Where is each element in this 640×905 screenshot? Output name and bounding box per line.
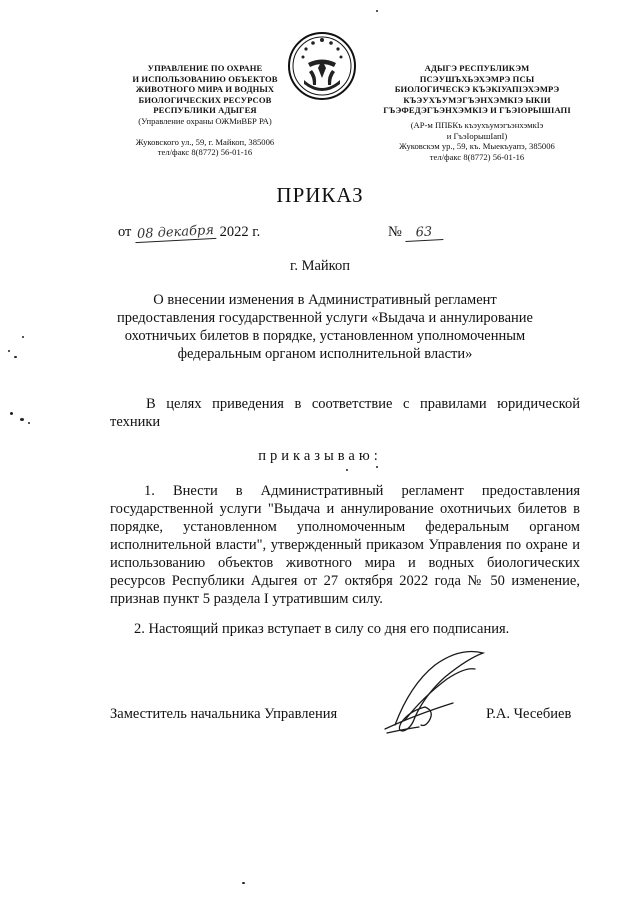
preamble: В целях приведения в соответствие с правилами юридической техники xyxy=(110,396,580,430)
signatory-position: Заместитель начальника Управления xyxy=(110,706,338,722)
number-prefix: № xyxy=(388,224,402,240)
date-year: 2022 г. xyxy=(219,224,261,240)
document-title: ПРИКАЗ xyxy=(276,183,364,207)
scan-speck xyxy=(22,336,24,338)
right-header-line: БИОЛОГИЧЕСКЭ КЪЭКIУАПIЭХЭМРЭ xyxy=(394,84,560,95)
order-item: 1. Внести в Административный регламент предоставления государственной услуги "Выдача и аннулирование охотничьих билетов в порядке, установленном уполномоченным федеральным органом исполнительной власти", утвержденный приказом Управления по охране и использованию объектов животного мира и водных биологических ресурсов Республики Адыгея от 27 октября 2022 года № 50 изменение, признав пункт 5 раздела I утратившим силу. xyxy=(110,483,580,607)
scan-speck xyxy=(10,412,13,415)
right-header-line: АДЫГЭ РЕСПУБЛИКЭМ xyxy=(424,63,530,73)
order-number xyxy=(388,224,443,241)
left-header-line: ЖИВОТНОГО МИРА И ВОДНЫХ xyxy=(135,84,275,95)
city: г. Майкоп xyxy=(290,258,350,274)
scan-speck xyxy=(20,418,24,421)
date-prefix: от xyxy=(118,224,132,240)
order-subject: О внесении изменения в Административный регламент предоставления государственной услуги «Выдача и аннулирование охотничьих билетов в порядке, установленном уполномоченным федеральным органом исполнительной власти» xyxy=(117,292,533,362)
left-header-line: БИОЛОГИЧЕСКИХ РЕСУРСОВ xyxy=(138,94,272,105)
left-header-line: РЕСПУБЛИКИ АДЫГЕЯ xyxy=(153,105,257,116)
scan-speck xyxy=(28,422,30,424)
left-header-address: Жуковского ул., 59, г. Майкоп, 385006 xyxy=(135,136,275,147)
right-header-address: Жуковскэм ур., 59, къ. Мыекъуапэ, 385006 xyxy=(399,141,555,152)
right-header xyxy=(372,63,582,162)
left-header-phone: тел/факс 8(8772) 56-01-16 xyxy=(157,147,253,158)
scan-speck xyxy=(14,356,17,358)
scan-speck xyxy=(8,350,10,352)
right-header-phone: тел/факс 8(8772) 56-01-16 xyxy=(429,151,525,162)
order-word: приказываю: xyxy=(258,448,382,464)
right-header-short-name: и ГъэIорышIапI) xyxy=(446,130,508,141)
right-header-line: ГЪЭФЕДЭГЪЭНХЭМКIЭ И ГЪЭIОРЫШIАПI xyxy=(383,105,571,116)
right-header-line: ПСЭУШЪХЬЭХЭМРЭ ПСЫ xyxy=(419,73,535,84)
scan-speck xyxy=(376,466,378,468)
scan-speck xyxy=(242,882,245,884)
scan-speck xyxy=(346,469,348,471)
number-handwritten: 63 xyxy=(405,224,444,242)
left-header-line: УПРАВЛЕНИЕ ПО ОХРАНЕ xyxy=(147,63,263,73)
scan-speck xyxy=(376,10,378,12)
order-date xyxy=(118,224,260,241)
date-handwritten: 08 декабря xyxy=(135,223,217,243)
handwritten-signature xyxy=(375,645,495,740)
coat-of-arms-emblem xyxy=(286,30,358,102)
order-item: 2. Настоящий приказ вступает в силу со дня его подписания. xyxy=(134,621,510,637)
signatory-name: Р.А. Чесебиев xyxy=(486,706,572,722)
right-header-line: КЪЭУХЪУМЭГЪЭНХЭМКIЭ ЫКIИ xyxy=(403,94,551,105)
right-header-short-name: (АР-м ППБКъ къэухъумэгъэнхэмкIэ xyxy=(410,119,544,130)
left-header-short-name: (Управление охраны ОЖМиВБР РА) xyxy=(138,115,272,126)
left-header xyxy=(100,63,310,158)
left-header-line: И ИСПОЛЬЗОВАНИЮ ОБЪЕКТОВ xyxy=(132,73,278,84)
